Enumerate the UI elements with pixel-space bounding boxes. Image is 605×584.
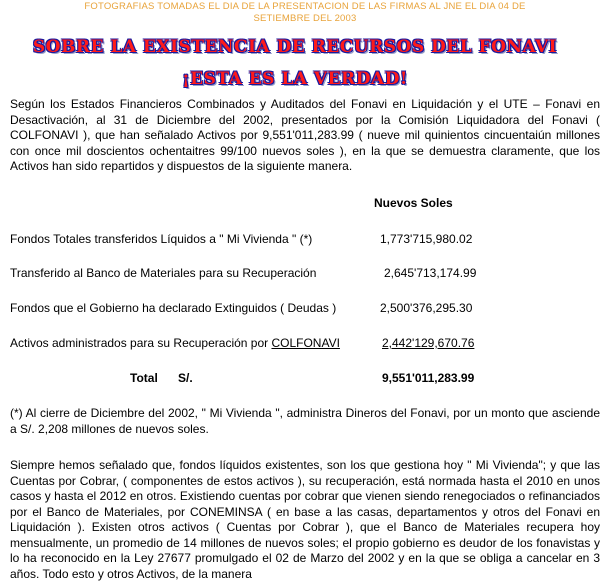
table-row bbox=[10, 232, 600, 248]
row-amount: 2,500'376,295.30 bbox=[380, 301, 473, 315]
row-label bbox=[10, 336, 340, 350]
row-label: Fondos Totales transferidos Líquidos a " Mi Vivienda " (*) bbox=[10, 232, 313, 246]
headline-subtitle: ¡ESTA ES LA VERDAD! bbox=[182, 69, 408, 89]
footnote-paragraph: (*) Al cierre de Diciembre del 2002, " Mi Vivienda ", administra Dineros del Fonavi, por un monto que asciende a S/. 2,208 millones de nuevos soles. bbox=[10, 406, 600, 436]
headline-title: SOBRE LA EXISTENCIA DE RECURSOS DEL FONAVI bbox=[32, 37, 558, 57]
photo-caption bbox=[60, 1, 550, 25]
colfonavi-link[interactable]: COLFONAVI bbox=[271, 336, 340, 350]
row-label: Transferido al Banco de Materiales para su Recuperación bbox=[10, 266, 317, 280]
row-amount: 2,645'713,174.99 bbox=[384, 266, 477, 280]
table-row bbox=[10, 301, 600, 317]
table-row bbox=[10, 336, 600, 352]
row-amount: 2,442'129,670.76 bbox=[382, 336, 475, 350]
total-amount: 9,551'011,283.99 bbox=[382, 371, 475, 385]
intro-paragraph: Según los Estados Financieros Combinados y Auditados del Fonavi en Liquidación y el UTE – Fonavi en Desactivación, al 31 de Diciembre del 2002, presentados por la Comisión Liquidadora del Fonavi ( COLFONAVI ), que han señalado Activos por 9,551'011,283.99 ( nueve mil quinientos cincuentaiún millones con once mil doscientos ochentaitres 99/100 nuevos soles ), en la que se demuestra claramente, que los Activos han sido repartidos y dispuestos de la siguiente manera. bbox=[10, 97, 600, 173]
row-amount: 1,773'715,980.02 bbox=[380, 232, 473, 246]
closing-paragraph: Siempre hemos señalado que, fondos líquidos existentes, son los que gestiona hoy " Mi Vivienda"; y que las Cuentas por Cobrar, ( componentes de estos activos ), su recuperación, está normada hasta el 2010 en unos casos y hasta el 2012 en otros. Existiendo cuentas por cobrar que vienen siendo renegociados o refinanciados por el Banco de Materiales, por CONEMINSA ( en base a las casas, departamentos y otros del Fonavi en Liquidación ). Existen otros activos ( Cuentas por Cobrar ), que el Banco de Materiales recupera hoy mensualmente, un promedio de 14 millones de nuevos soles; el propio gobierno es deudor de los fonavistas y lo ha reconocido en la Ley 27677 promulgado el 02 de Marzo del 2002 y en la que se obliga a cancelar en 3 años. Todo esto y otros Activos, de la manera bbox=[10, 458, 600, 581]
total-label: Total bbox=[130, 371, 158, 385]
row-label-prefix: Activos administrados para su Recuperación por bbox=[10, 336, 272, 350]
total-currency: S/. bbox=[178, 371, 193, 385]
table-row bbox=[10, 266, 600, 282]
row-label: Fondos que el Gobierno ha declarado Extinguidos ( Deudas ) bbox=[10, 301, 337, 315]
photo-caption-line-2: SETIEMBRE DEL 2003 bbox=[253, 13, 357, 24]
column-header-nuevos-soles: Nuevos Soles bbox=[374, 196, 453, 210]
photo-caption-line-1: FOTOGRAFIAS TOMADAS EL DIA DE LA PRESENTACION DE LAS FIRMAS AL JNE EL DIA 04 DE bbox=[84, 1, 526, 12]
total-row bbox=[0, 371, 600, 387]
